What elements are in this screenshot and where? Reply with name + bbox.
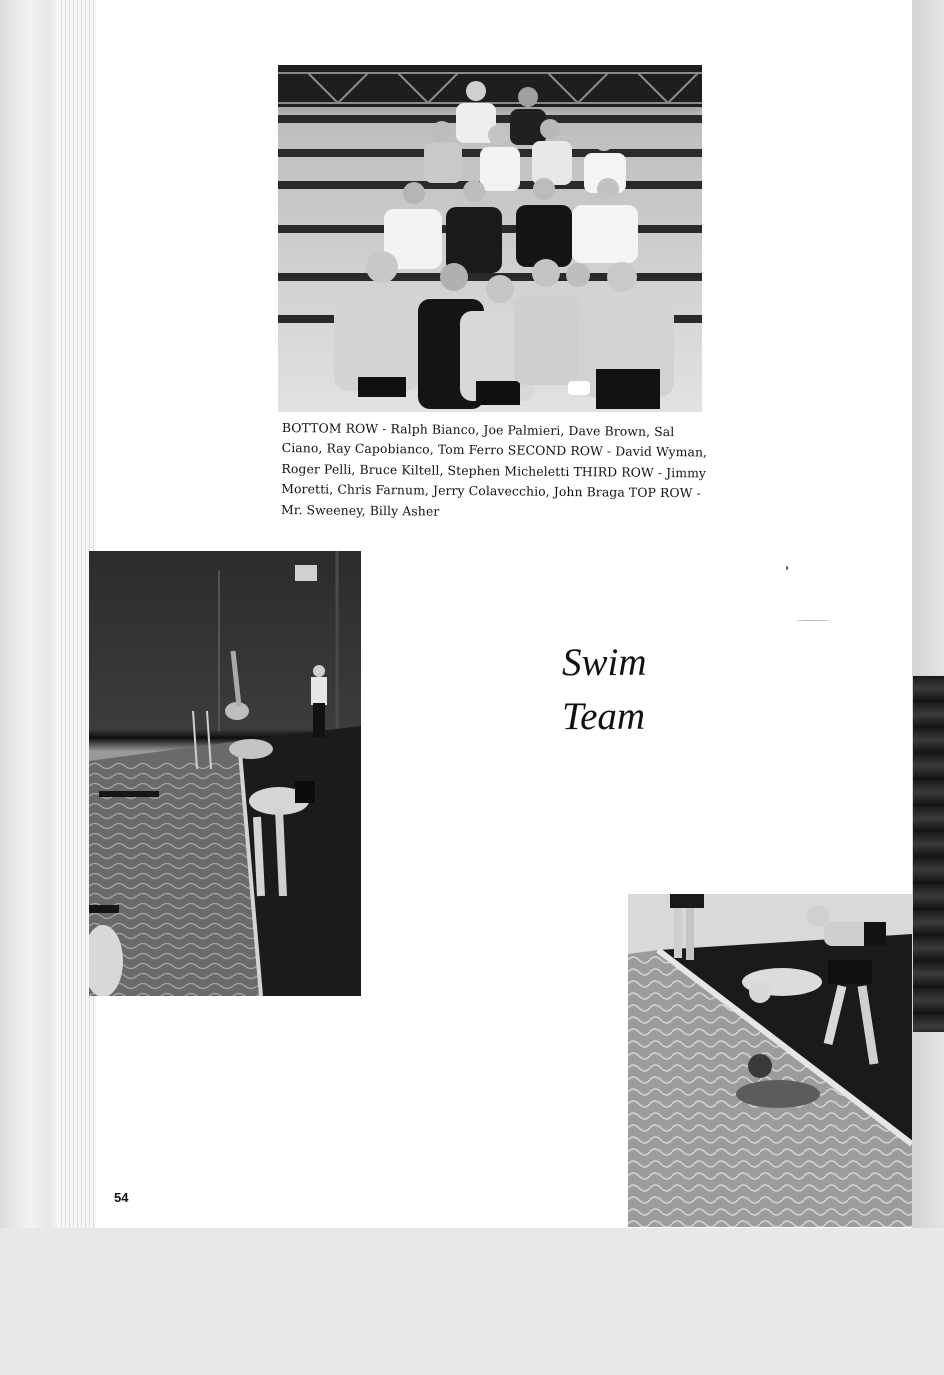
underlying-page-photo-strip (912, 676, 944, 1032)
scanner-bed (0, 1228, 944, 1375)
team-roster-caption: BOTTOM ROW - Ralph Bianco, Joe Palmieri, Dave Brown, Sal Ciano, Ray Capobianco, Tom Ferro SECOND ROW - David Wyman, Roger Pelli, Bruce Kiltell, Stephen Micheletti THIRD ROW - Jimmy Moretti, Chris Farnum, Jerry Colavecchio, John Braga TOP ROW - Mr. Sweeney, Billy Asher (280, 419, 708, 519)
section-title-line-1: Swim (562, 641, 647, 684)
page-number: 54 (114, 1190, 129, 1205)
pool-diving-photo-right (628, 894, 912, 1227)
section-title (562, 636, 647, 744)
scan-speck (796, 620, 830, 621)
section-title-line-2: Team (562, 695, 646, 738)
book-binding (0, 0, 62, 1230)
team-photo (278, 65, 702, 412)
pool-diving-photo-left (89, 551, 361, 996)
scan-speck (786, 566, 788, 570)
